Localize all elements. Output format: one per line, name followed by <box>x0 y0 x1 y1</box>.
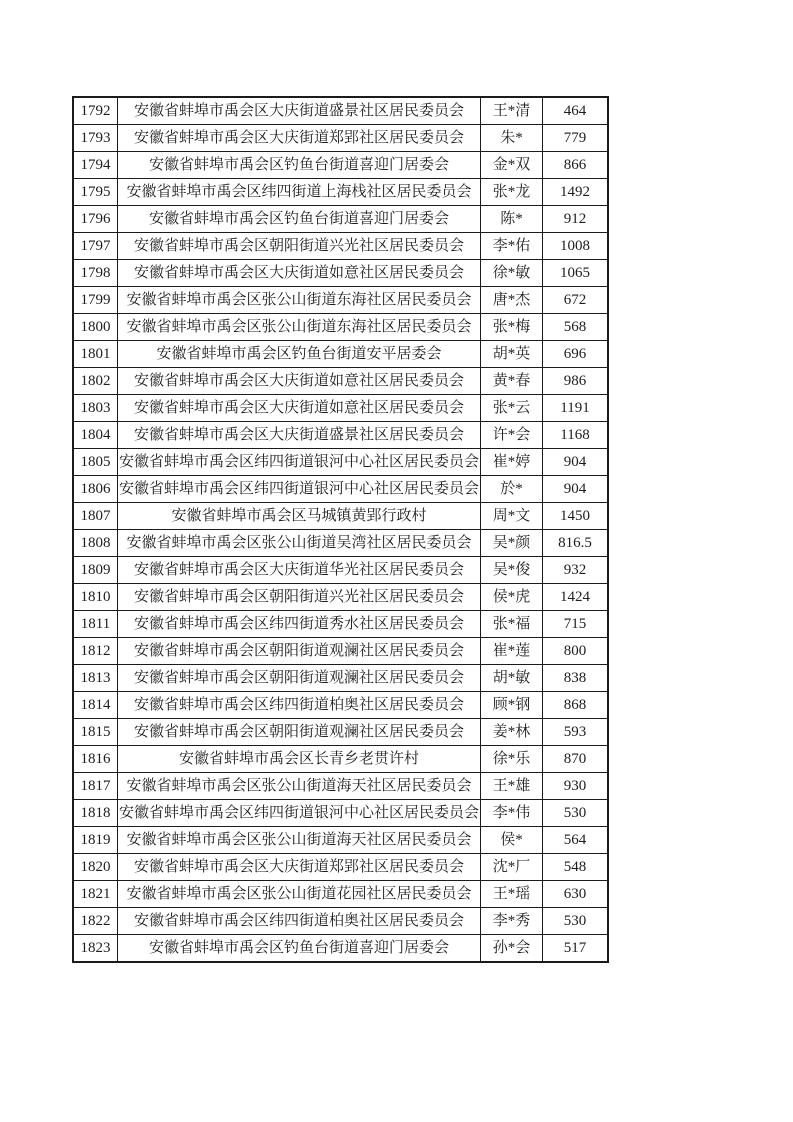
table-row <box>73 368 608 395</box>
table-row <box>73 584 608 611</box>
cell-value: 904 <box>543 476 609 503</box>
cell-rank: 1820 <box>73 854 118 881</box>
cell-masked-name: 於* <box>481 476 543 503</box>
cell-organization: 安徽省蚌埠市禹会区朝阳街道兴光社区居民委员会 <box>118 233 481 260</box>
cell-rank: 1812 <box>73 638 118 665</box>
cell-organization: 安徽省蚌埠市禹会区钓鱼台街道喜迎门居委会 <box>118 152 481 179</box>
table-row <box>73 260 608 287</box>
cell-rank: 1818 <box>73 800 118 827</box>
cell-value: 1492 <box>543 179 609 206</box>
cell-value: 1191 <box>543 395 609 422</box>
cell-organization: 安徽省蚌埠市禹会区纬四街道上海栈社区居民委员会 <box>118 179 481 206</box>
table-row <box>73 557 608 584</box>
cell-value: 464 <box>543 97 609 125</box>
cell-organization: 安徽省蚌埠市禹会区纬四街道银河中心社区居民委员会 <box>118 476 481 503</box>
cell-rank: 1817 <box>73 773 118 800</box>
cell-masked-name: 侯* <box>481 827 543 854</box>
cell-masked-name: 胡*敏 <box>481 665 543 692</box>
cell-organization: 安徽省蚌埠市禹会区张公山街道花园社区居民委员会 <box>118 881 481 908</box>
table-row <box>73 692 608 719</box>
cell-masked-name: 许*会 <box>481 422 543 449</box>
cell-rank: 1822 <box>73 908 118 935</box>
cell-rank: 1814 <box>73 692 118 719</box>
cell-organization: 安徽省蚌埠市禹会区大庆街道如意社区居民委员会 <box>118 395 481 422</box>
table-row <box>73 476 608 503</box>
cell-value: 866 <box>543 152 609 179</box>
cell-masked-name: 唐*杰 <box>481 287 543 314</box>
table-row <box>73 773 608 800</box>
table-row <box>73 638 608 665</box>
table-row <box>73 935 608 963</box>
cell-rank: 1816 <box>73 746 118 773</box>
cell-value: 630 <box>543 881 609 908</box>
table-row <box>73 422 608 449</box>
cell-organization: 安徽省蚌埠市禹会区钓鱼台街道喜迎门居委会 <box>118 935 481 963</box>
cell-value: 564 <box>543 827 609 854</box>
cell-rank: 1806 <box>73 476 118 503</box>
cell-rank: 1802 <box>73 368 118 395</box>
cell-organization: 安徽省蚌埠市禹会区纬四街道银河中心社区居民委员会 <box>118 449 481 476</box>
table-row <box>73 827 608 854</box>
cell-masked-name: 孙*会 <box>481 935 543 963</box>
cell-masked-name: 崔*婷 <box>481 449 543 476</box>
cell-organization: 安徽省蚌埠市禹会区张公山街道海天社区居民委员会 <box>118 773 481 800</box>
cell-masked-name: 吴*俊 <box>481 557 543 584</box>
cell-organization: 安徽省蚌埠市禹会区纬四街道柏奥社区居民委员会 <box>118 908 481 935</box>
cell-value: 932 <box>543 557 609 584</box>
cell-value: 1008 <box>543 233 609 260</box>
cell-rank: 1821 <box>73 881 118 908</box>
cell-masked-name: 徐*乐 <box>481 746 543 773</box>
table-row <box>73 341 608 368</box>
table-row <box>73 611 608 638</box>
table-row <box>73 800 608 827</box>
cell-rank: 1792 <box>73 97 118 125</box>
cell-masked-name: 姜*林 <box>481 719 543 746</box>
table-row <box>73 881 608 908</box>
table-row <box>73 206 608 233</box>
results-table <box>72 96 609 963</box>
cell-rank: 1796 <box>73 206 118 233</box>
cell-rank: 1800 <box>73 314 118 341</box>
cell-rank: 1794 <box>73 152 118 179</box>
cell-masked-name: 徐*敏 <box>481 260 543 287</box>
cell-organization: 安徽省蚌埠市禹会区马城镇黄郢行政村 <box>118 503 481 530</box>
table-row <box>73 746 608 773</box>
table-row <box>73 233 608 260</box>
table-body <box>73 97 608 962</box>
cell-organization: 安徽省蚌埠市禹会区大庆街道郑郢社区居民委员会 <box>118 125 481 152</box>
cell-organization: 安徽省蚌埠市禹会区张公山街道吴湾社区居民委员会 <box>118 530 481 557</box>
cell-masked-name: 王*清 <box>481 97 543 125</box>
cell-rank: 1809 <box>73 557 118 584</box>
cell-organization: 安徽省蚌埠市禹会区大庆街道盛景社区居民委员会 <box>118 97 481 125</box>
cell-value: 593 <box>543 719 609 746</box>
cell-organization: 安徽省蚌埠市禹会区朝阳街道观澜社区居民委员会 <box>118 665 481 692</box>
cell-masked-name: 李*伟 <box>481 800 543 827</box>
cell-masked-name: 王*雄 <box>481 773 543 800</box>
cell-masked-name: 张*云 <box>481 395 543 422</box>
cell-organization: 安徽省蚌埠市禹会区纬四街道柏奥社区居民委员会 <box>118 692 481 719</box>
table-row <box>73 908 608 935</box>
table-row <box>73 665 608 692</box>
cell-value: 1168 <box>543 422 609 449</box>
cell-rank: 1797 <box>73 233 118 260</box>
cell-organization: 安徽省蚌埠市禹会区张公山街道东海社区居民委员会 <box>118 287 481 314</box>
cell-rank: 1807 <box>73 503 118 530</box>
cell-organization: 安徽省蚌埠市禹会区纬四街道秀水社区居民委员会 <box>118 611 481 638</box>
table-row <box>73 854 608 881</box>
cell-rank: 1810 <box>73 584 118 611</box>
cell-masked-name: 黄*春 <box>481 368 543 395</box>
table-row <box>73 503 608 530</box>
cell-organization: 安徽省蚌埠市禹会区钓鱼台街道喜迎门居委会 <box>118 206 481 233</box>
cell-rank: 1815 <box>73 719 118 746</box>
cell-value: 868 <box>543 692 609 719</box>
cell-rank: 1808 <box>73 530 118 557</box>
cell-rank: 1811 <box>73 611 118 638</box>
cell-organization: 安徽省蚌埠市禹会区张公山街道海天社区居民委员会 <box>118 827 481 854</box>
cell-organization: 安徽省蚌埠市禹会区朝阳街道观澜社区居民委员会 <box>118 638 481 665</box>
cell-masked-name: 周*文 <box>481 503 543 530</box>
cell-value: 1065 <box>543 260 609 287</box>
cell-rank: 1793 <box>73 125 118 152</box>
cell-masked-name: 崔*莲 <box>481 638 543 665</box>
cell-value: 548 <box>543 854 609 881</box>
cell-rank: 1813 <box>73 665 118 692</box>
cell-value: 568 <box>543 314 609 341</box>
cell-masked-name: 胡*英 <box>481 341 543 368</box>
cell-masked-name: 张*梅 <box>481 314 543 341</box>
cell-masked-name: 李*佑 <box>481 233 543 260</box>
cell-masked-name: 张*龙 <box>481 179 543 206</box>
cell-masked-name: 金*双 <box>481 152 543 179</box>
cell-rank: 1805 <box>73 449 118 476</box>
cell-value: 838 <box>543 665 609 692</box>
cell-value: 930 <box>543 773 609 800</box>
cell-masked-name: 吴*颜 <box>481 530 543 557</box>
cell-value: 672 <box>543 287 609 314</box>
cell-value: 800 <box>543 638 609 665</box>
cell-rank: 1798 <box>73 260 118 287</box>
cell-masked-name: 陈* <box>481 206 543 233</box>
cell-value: 517 <box>543 935 609 963</box>
cell-organization: 安徽省蚌埠市禹会区朝阳街道兴光社区居民委员会 <box>118 584 481 611</box>
cell-rank: 1823 <box>73 935 118 963</box>
cell-rank: 1804 <box>73 422 118 449</box>
cell-value: 870 <box>543 746 609 773</box>
cell-rank: 1795 <box>73 179 118 206</box>
cell-organization: 安徽省蚌埠市禹会区大庆街道郑郢社区居民委员会 <box>118 854 481 881</box>
table-row <box>73 97 608 125</box>
cell-value: 530 <box>543 908 609 935</box>
cell-organization: 安徽省蚌埠市禹会区大庆街道如意社区居民委员会 <box>118 260 481 287</box>
cell-value: 1450 <box>543 503 609 530</box>
cell-rank: 1799 <box>73 287 118 314</box>
table-row <box>73 530 608 557</box>
table-row <box>73 125 608 152</box>
cell-masked-name: 李*秀 <box>481 908 543 935</box>
cell-rank: 1801 <box>73 341 118 368</box>
table-row <box>73 395 608 422</box>
cell-rank: 1803 <box>73 395 118 422</box>
cell-value: 912 <box>543 206 609 233</box>
cell-masked-name: 王*瑶 <box>481 881 543 908</box>
cell-organization: 安徽省蚌埠市禹会区长青乡老贯许村 <box>118 746 481 773</box>
cell-organization: 安徽省蚌埠市禹会区大庆街道盛景社区居民委员会 <box>118 422 481 449</box>
cell-organization: 安徽省蚌埠市禹会区纬四街道银河中心社区居民委员会 <box>118 800 481 827</box>
cell-organization: 安徽省蚌埠市禹会区大庆街道华光社区居民委员会 <box>118 557 481 584</box>
table-row <box>73 287 608 314</box>
cell-value: 779 <box>543 125 609 152</box>
cell-organization: 安徽省蚌埠市禹会区朝阳街道观澜社区居民委员会 <box>118 719 481 746</box>
cell-masked-name: 顾*钢 <box>481 692 543 719</box>
table-row <box>73 314 608 341</box>
cell-value: 904 <box>543 449 609 476</box>
cell-rank: 1819 <box>73 827 118 854</box>
cell-organization: 安徽省蚌埠市禹会区张公山街道东海社区居民委员会 <box>118 314 481 341</box>
cell-masked-name: 朱* <box>481 125 543 152</box>
cell-value: 1424 <box>543 584 609 611</box>
table-row <box>73 449 608 476</box>
cell-masked-name: 沈*厂 <box>481 854 543 881</box>
cell-value: 715 <box>543 611 609 638</box>
cell-value: 986 <box>543 368 609 395</box>
cell-masked-name: 侯*虎 <box>481 584 543 611</box>
table-row <box>73 152 608 179</box>
cell-value: 816.5 <box>543 530 609 557</box>
cell-value: 696 <box>543 341 609 368</box>
cell-value: 530 <box>543 800 609 827</box>
table-row <box>73 719 608 746</box>
cell-organization: 安徽省蚌埠市禹会区大庆街道如意社区居民委员会 <box>118 368 481 395</box>
cell-organization: 安徽省蚌埠市禹会区钓鱼台街道安平居委会 <box>118 341 481 368</box>
cell-masked-name: 张*福 <box>481 611 543 638</box>
table-row <box>73 179 608 206</box>
